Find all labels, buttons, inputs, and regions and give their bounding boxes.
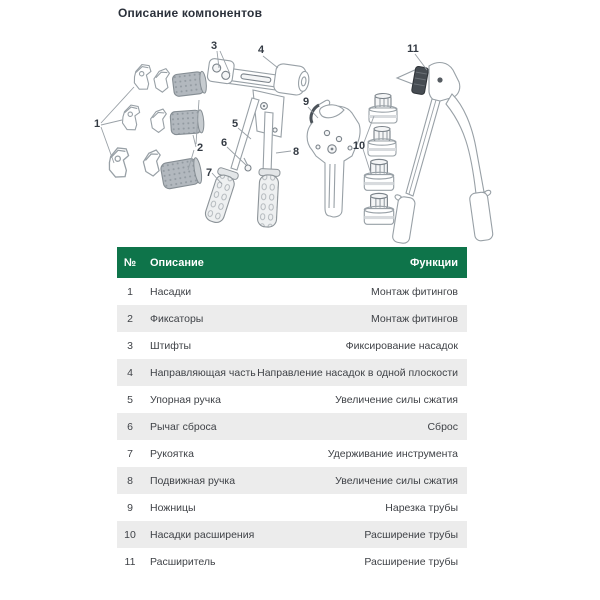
callout-2: 2 [196, 142, 204, 154]
cell-num: 7 [127, 447, 133, 460]
cell-func: Фиксирование насадок [345, 339, 458, 352]
callout-11: 11 [407, 43, 419, 55]
cell-desc: Направляющая часть [150, 366, 256, 379]
cell-func: Направление насадок в одной плоскости [257, 366, 458, 379]
cell-func: Монтаж фитингов [371, 285, 458, 298]
callout-9: 9 [302, 96, 310, 108]
cell-desc: Рукоятка [150, 447, 194, 460]
table-row [117, 548, 467, 575]
components-table [117, 247, 467, 575]
cell-func: Расширение трубы [364, 555, 458, 568]
cell-desc: Штифты [150, 339, 192, 352]
cell-func: Расширение трубы [364, 528, 458, 541]
callout-3: 3 [210, 40, 218, 52]
cell-desc: Рычаг сброса [150, 420, 217, 433]
expander-illustration [388, 63, 497, 245]
cell-num: 6 [127, 420, 133, 433]
cell-desc: Расширитель [150, 555, 216, 568]
table-row [117, 440, 467, 467]
cell-desc: Подвижная ручка [150, 474, 236, 487]
cell-func: Увеличение силы сжатия [335, 474, 458, 487]
cell-num: 1 [127, 285, 133, 298]
callout-1: 1 [93, 118, 101, 130]
scissors-illustration [307, 100, 360, 217]
cell-desc: Ножницы [150, 501, 196, 514]
table-row [117, 332, 467, 359]
cell-num: 2 [127, 312, 133, 325]
table-header-row [117, 247, 467, 278]
cell-num: 8 [127, 474, 133, 487]
table-row [117, 305, 467, 332]
cell-func: Монтаж фитингов [371, 312, 458, 325]
expansion-nozzles-illustration [364, 94, 397, 225]
callout-7: 7 [205, 167, 213, 179]
callout-4: 4 [257, 44, 265, 56]
cell-func: Нарезка трубы [385, 501, 458, 514]
cell-desc: Упорная ручка [150, 393, 221, 406]
page-title: Описание компонентов [118, 6, 263, 20]
cell-num: 10 [124, 528, 136, 541]
callout-6: 6 [220, 137, 228, 149]
callout-5: 5 [231, 118, 239, 130]
nozzles-illustration [142, 68, 207, 189]
cell-num: 11 [124, 555, 136, 568]
table-row [117, 278, 467, 305]
cell-func: Сброс [427, 420, 458, 433]
callout-8: 8 [292, 146, 300, 158]
cell-func: Удерживание инструмента [327, 447, 458, 460]
header-description: Описание [150, 256, 204, 269]
cell-desc: Фиксаторы [150, 312, 204, 325]
header-functions: Функции [410, 256, 458, 269]
table-row [117, 413, 467, 440]
cell-desc: Насадки [150, 285, 192, 298]
cell-num: 5 [127, 393, 133, 406]
table-row [117, 359, 467, 386]
table-row [117, 386, 467, 413]
cell-num: 9 [127, 501, 133, 514]
cell-num: 3 [127, 339, 133, 352]
press-tool-illustration [202, 58, 310, 228]
callout-10: 10 [352, 140, 366, 152]
components-diagram [0, 0, 600, 246]
table-row [117, 494, 467, 521]
table-row [117, 467, 467, 494]
cell-desc: Насадки расширения [150, 528, 255, 541]
table-row [117, 521, 467, 548]
header-num: № [123, 256, 137, 269]
cell-num: 4 [127, 366, 133, 379]
cell-func: Увеличение силы сжатия [335, 393, 458, 406]
